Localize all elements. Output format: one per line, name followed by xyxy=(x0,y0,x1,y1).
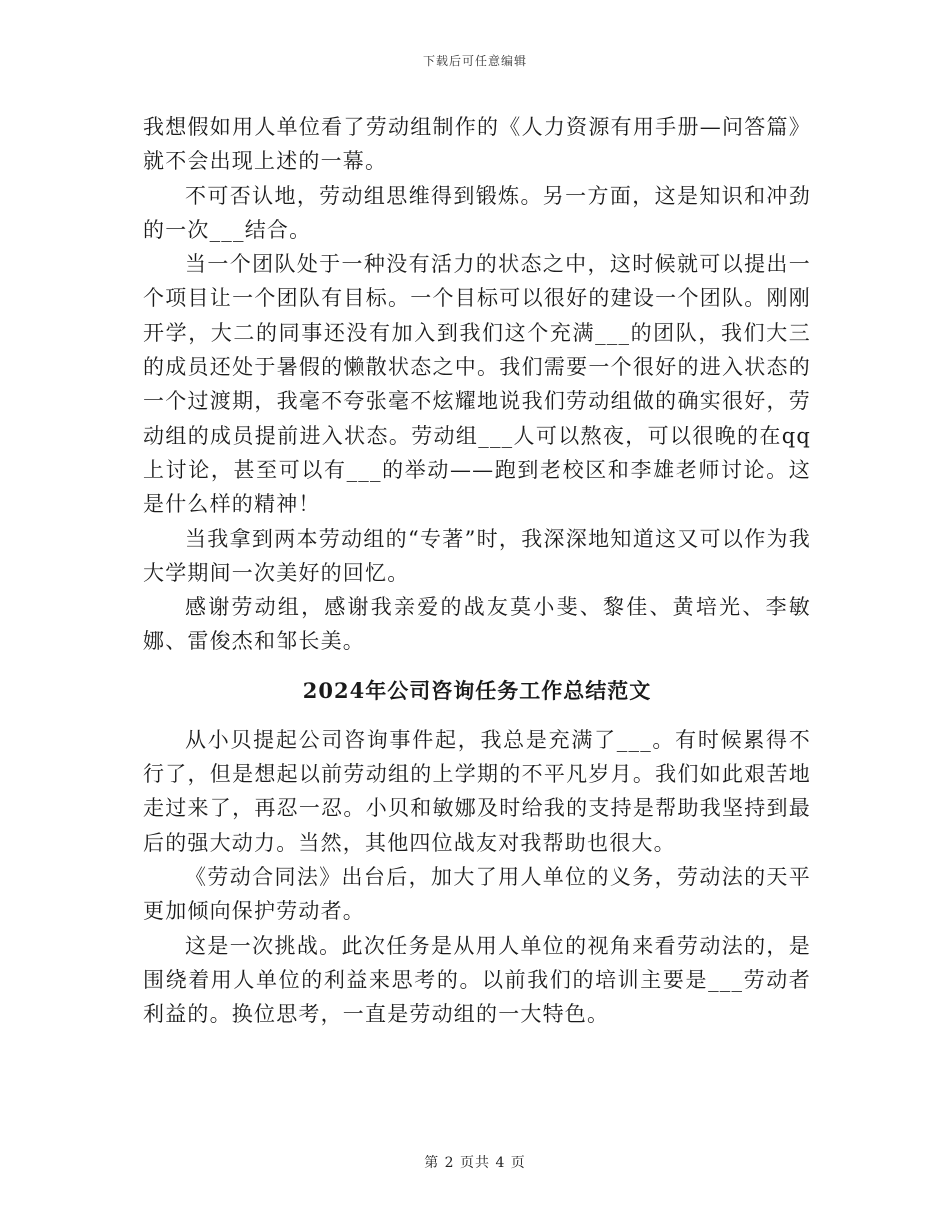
document-body xyxy=(143,110,811,1031)
paragraph: 我想假如用人单位看了劳动组制作的《人力资源有用手册—问答篇》就不会出现上述的一幕。 xyxy=(143,115,811,174)
paragraph: 这是一次挑战。此次任务是从用人单位的视角来看劳动法的，是围绕着用人单位的利益来思考的。以前我们的培训主要是___劳动者利益的。换位思考，一直是劳动组的一大特色。 xyxy=(143,933,811,1027)
paragraph: 感谢劳动组，感谢我亲爱的战友莫小斐、黎佳、黄培光、李敏娜、雷俊杰和邹长美。 xyxy=(143,595,811,654)
paragraph: 当我拿到两本劳动组的“专著”时，我深深地知道这又可以作为我大学期间一次美好的回忆。 xyxy=(143,526,811,585)
paragraph: 《劳动合同法》出台后，加大了用人单位的义务，劳动法的天平更加倾向保护劳动者。 xyxy=(143,864,811,924)
paragraph: 不可否认地，劳动组思维得到锻炼。另一方面，这是知识和冲劲的一次___结合。 xyxy=(143,183,811,242)
section-title: 2024年公司咨询任务工作总结范文 xyxy=(302,677,652,703)
page-footer: 第 2 页共 4 页 xyxy=(424,1155,526,1171)
paragraph: 当一个团队处于一种没有活力的状态之中，这时候就可以提出一个项目让一个团队有目标。一个目标可以很好的建设一个团队。刚刚开学，大二的同事还没有加入到我们这个充满___的团队，我们大三的成员还处于暑假的懒散状态之中。我们需要一个很好的进入状态的一个过渡期，我毫不夸张毫不炫耀地说我们劳动组做的确实很好，劳动组的成员提前进入状态。劳动组___人可以熬夜，可以很晚的在qq上讨论，甚至可以有___的举动——跑到老校区和李雄老师讨论。这是什么样的精神！ xyxy=(143,252,811,517)
paragraph: 从小贝提起公司咨询事件起，我总是充满了___。有时候累得不行了，但是想起以前劳动组的上学期的不平凡岁月。我们如此艰苦地走过来了，再忍一忍。小贝和敏娜及时给我的支持是帮助我坚持到最后的强大动力。当然，其他四位战友对我帮助也很大。 xyxy=(143,727,811,855)
page-header: 下载后可任意编辑 xyxy=(422,54,527,68)
